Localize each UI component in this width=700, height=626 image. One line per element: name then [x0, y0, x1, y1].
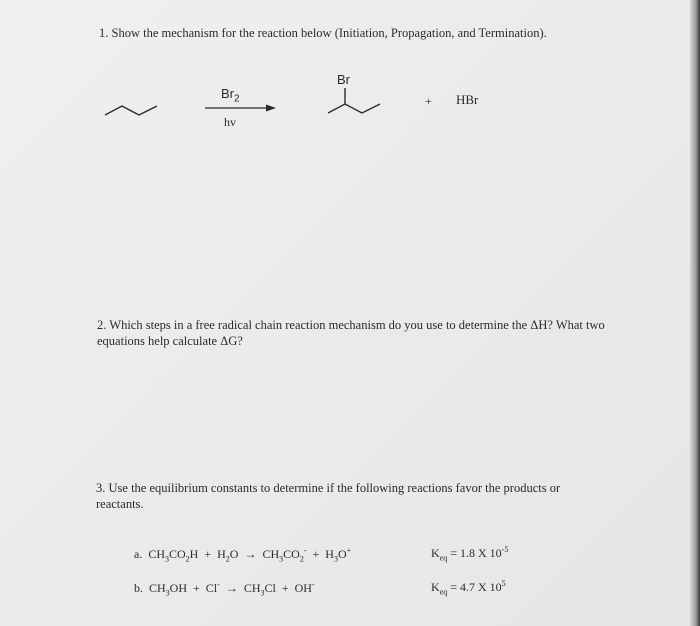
equation-b-arrow: →: [225, 581, 238, 595]
hydroxide: OH-: [294, 580, 315, 595]
reactant-skeletal-structure: [105, 106, 157, 115]
question-3: [96, 480, 596, 512]
methanol: $CH_3OH$: [149, 581, 188, 598]
question-3-text: Use the equilibrium constants to determine if the following reactions favor the products or reactants.: [96, 481, 561, 511]
chloride: Cl-: [205, 580, 220, 595]
reaction-plus-sign: +: [425, 94, 432, 108]
keq-b: $K_{eq} = 4.7$ X $10^5$: [431, 579, 506, 597]
hydronium: $H_3O^+$: [325, 546, 352, 564]
question-1-text: Show the mechanism for the reaction below (Initiation, Propagation, and Termination).: [111, 26, 547, 40]
question-1-number: 1.: [99, 26, 109, 40]
acetic-acid: $CH_3CO_2H$: [148, 547, 199, 564]
question-2: [97, 317, 617, 349]
equation-a: a. $CH_3CO_2H + H_2O \to CH_3CO_2^- + H_3O^+$: [134, 546, 352, 564]
equation-a-arrow: →: [244, 547, 257, 561]
water: $H_2O$: [217, 547, 239, 564]
chloromethane: $CH_3Cl$: [243, 581, 276, 598]
reaction-arrow-head: [266, 105, 276, 112]
keq-a: $K_{eq} = 1.8$ X $10^{-5}$: [431, 545, 509, 563]
acetate: $CH_3CO_2^-$: [262, 546, 307, 564]
reagent-br2: $Br_2$: [221, 86, 240, 105]
question-3-number: 3.: [96, 481, 106, 495]
question-2-number: 2.: [97, 318, 107, 332]
equation-b: b. $CH_3OH + Cl^- \to CH_3Cl + OH^-$: [134, 580, 315, 598]
reaction-condition-hv: hv: [224, 115, 236, 129]
question-2-text: Which steps in a free radical chain reaction mechanism do you use to determine the ΔH? What two equations help calculate ΔG?: [97, 318, 605, 348]
product-skeletal-structure: [328, 104, 380, 113]
byproduct-hbr: HBr: [456, 92, 479, 107]
product-br-label: Br: [337, 72, 350, 87]
